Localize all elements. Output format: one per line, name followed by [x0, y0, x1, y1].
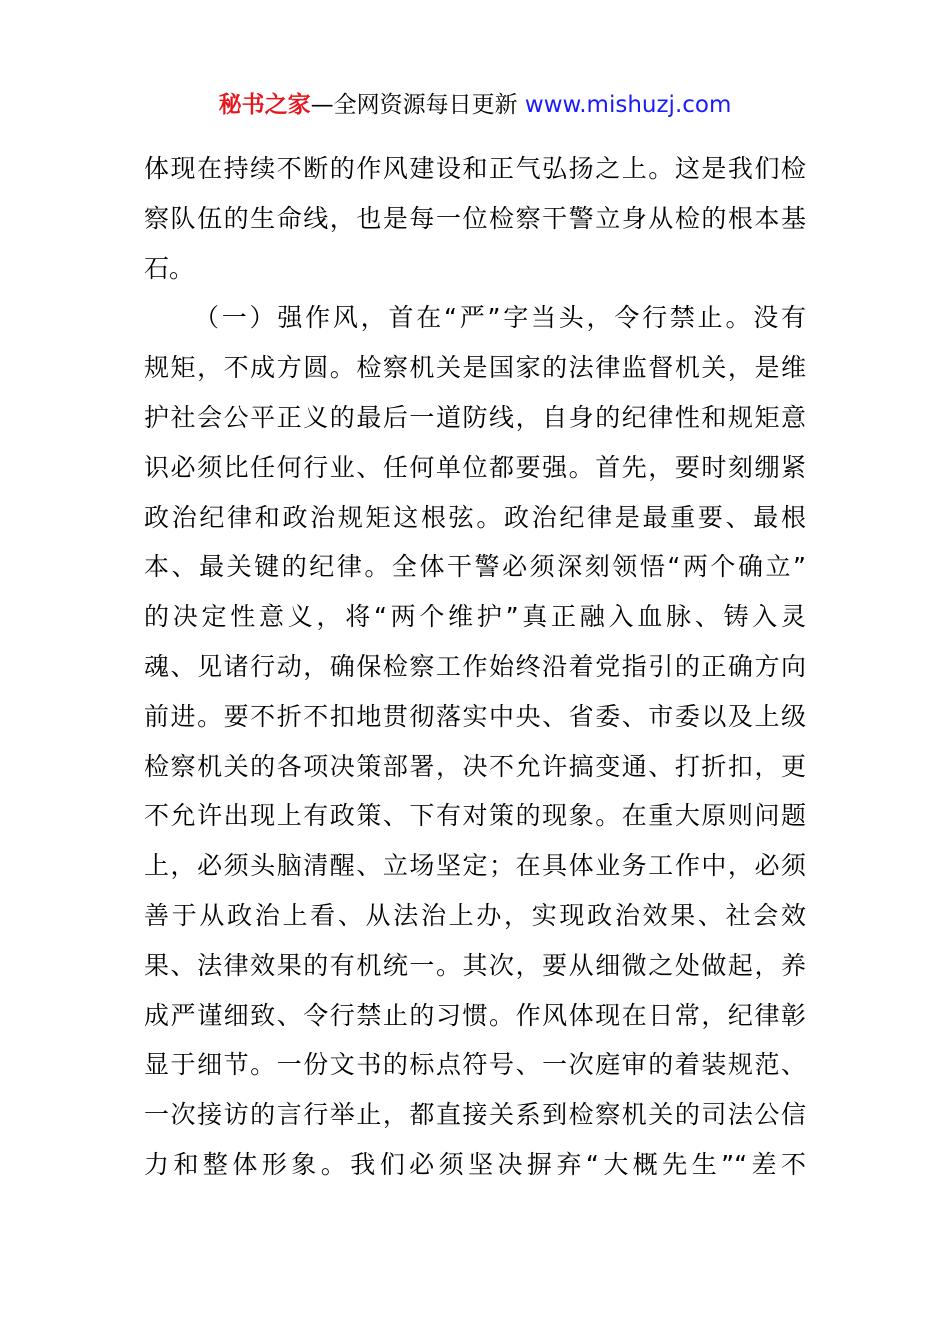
text-line: 不允许出现上有政策、下有对策的现象。在重大原则问题 — [144, 801, 806, 831]
text-line: 察队伍的生命线，也是每一位检察干警立身从检的根本基 — [144, 203, 806, 233]
text-line: 一次接访的言行举止，都直接关系到检察机关的司法公信 — [144, 1100, 806, 1130]
text-line: 规矩，不成方圆。检察机关是国家的法律监督机关，是维 — [144, 353, 806, 383]
text-line: 善于从政治上看、从法治上办，实现政治效果、社会效 — [144, 900, 806, 930]
text-line: 政治纪律和政治规矩这根弦。政治纪律是最重要、最根 — [144, 502, 806, 532]
text-line: 护社会公平正义的最后一道防线，自身的纪律性和规矩意 — [144, 402, 806, 432]
text-line: 果、法律效果的有机统一。其次，要从细微之处做起，养 — [144, 950, 806, 980]
text-line: 上，必须头脑清醒、立场坚定；在具体业务工作中，必须 — [144, 851, 806, 881]
text-line: 前进。要不折不扣地贯彻落实中央、省委、市委以及上级 — [144, 701, 806, 731]
site-header — [0, 88, 950, 122]
text-line: 显于细节。一份文书的标点符号、一次庭审的着装规范、 — [144, 1050, 806, 1080]
text-line: 识必须比任何行业、任何单位都要强。首先，要时刻绷紧 — [144, 452, 806, 482]
text-line: 的决定性意义，将“两个维护”真正融入血脉、铸入灵 — [144, 602, 806, 632]
paragraph-heading-line: （一）强作风，首在“严”字当头，令行禁止。没有 — [194, 303, 806, 333]
site-url-link[interactable]: www.mishuzj.com — [524, 92, 732, 118]
site-brand: 秘书之家 — [218, 92, 311, 118]
text-line: 石。 — [144, 253, 195, 283]
text-line: 成严谨细致、令行禁止的习惯。作风体现在日常，纪律彰 — [144, 1000, 806, 1030]
text-line: 体现在持续不断的作风建设和正气弘扬之上。这是我们检 — [144, 154, 806, 183]
site-tagline: —全网资源每日更新 — [310, 92, 518, 118]
text-line: 检察机关的各项决策部署，决不允许搞变通、打折扣，更 — [144, 751, 806, 781]
text-line: 魂、见诸行动，确保检察工作始终沿着党指引的正确方向 — [144, 651, 806, 681]
document-body — [144, 144, 806, 1190]
text-line: 力和整体形象。我们必须坚决摒弃“大概先生”“差不 — [144, 1149, 806, 1179]
text-line: 本、最关键的纪律。全体干警必须深刻领悟“两个确立” — [144, 552, 806, 582]
